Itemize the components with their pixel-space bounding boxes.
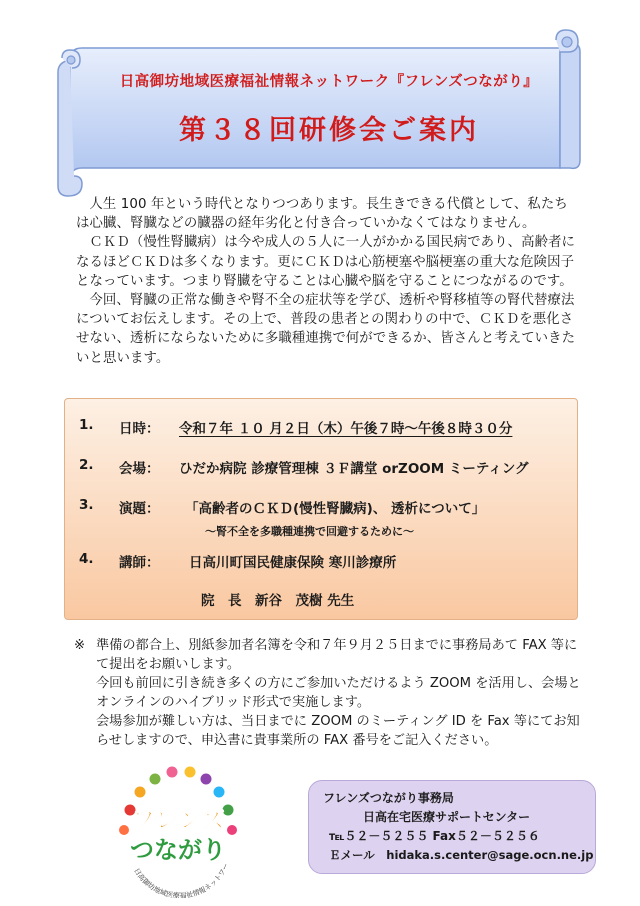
office-name: フレンズつながり事務局 bbox=[323, 791, 454, 805]
event-venue: ひだか病院 診療管理棟 ３Ｆ講堂 orZOOM ミーティング bbox=[179, 461, 529, 477]
title-banner bbox=[0, 0, 640, 200]
logo-text-line1: フレンズ bbox=[131, 806, 225, 834]
item-number: 1. bbox=[79, 417, 94, 433]
email-address: Ｅメール hidaka.s.center@sage.ocn.ne.jp bbox=[329, 848, 594, 862]
network-name: 日高御坊地域医療福祉情報ネットワーク『フレンズつながり』 bbox=[119, 74, 539, 90]
phone-fax: ℡５２－５２５５ Fax５２－５２５６ bbox=[329, 829, 540, 843]
event-topic: 「高齢者のＣＫＤ(慢性腎臓病)、 透析について」 bbox=[185, 501, 486, 517]
contact-box bbox=[308, 780, 596, 874]
lecturer-name: 院 長 新谷 茂樹 先生 bbox=[201, 593, 355, 609]
lecturer-affiliation: 日高川町国民健康保険 寒川診療所 bbox=[189, 555, 397, 571]
intro-text bbox=[76, 195, 580, 368]
page-title: 第３８回研修会ご案内 bbox=[179, 115, 479, 146]
topic-subtitle: ～腎不全を多職種連携で回避するために～ bbox=[205, 525, 414, 538]
logo-ring-textpath: 日高御坊地域医療福祉情報ネットワー bbox=[132, 861, 231, 898]
support-center-name: 日高在宅医療サポートセンター bbox=[363, 810, 531, 824]
notes-section bbox=[74, 636, 588, 750]
intro-paragraph: 人生 100 年という時代となりつつあります。長生きできる代償として、私たちは心臓、腎臓などの臓器の経年劣化と付き合っていかなくてはなりません。 bbox=[76, 197, 568, 232]
intro-paragraph: 今回、腎臓の正常な働きや腎不全の症状等を学び、透析や腎移植等の腎代替療法についてお伝えします。その上で、普段の患者との関わりの中で、ＣＫＤを悪化させない、透析にならないために多職種連携で何ができるか、皆さんと考えていきたいと思います。 bbox=[76, 293, 576, 366]
item-label: 演題： bbox=[119, 501, 160, 517]
note-paragraph: 今回も前回に引き続き多くの方にご参加いただけるよう ZOOM を活用し、会場とオンラインのハイブリッド形式で実施します。 bbox=[96, 676, 581, 710]
event-details-box bbox=[64, 398, 578, 620]
note-paragraph: 準備の都合上、別紙参加者名簿を令和７年９月２５日までに事務局あて FAX 等にて提出をお願いします。 bbox=[96, 638, 578, 672]
item-number: 4. bbox=[79, 551, 94, 567]
item-number: 2. bbox=[79, 457, 94, 473]
item-label: 講師： bbox=[119, 555, 160, 571]
item-number: 3. bbox=[79, 497, 94, 513]
logo-graphic bbox=[100, 758, 240, 898]
scroll-banner-graphic bbox=[0, 0, 640, 200]
logo-text-line2: つながり bbox=[130, 836, 226, 864]
event-datetime: 令和７年 １０ 月２日（木）午後７時～午後８時３０分 bbox=[179, 421, 513, 437]
intro-paragraph: ＣＫＤ（慢性腎臓病）は今や成人の５人に一人がかかる国民病であり、高齢者になるほどＣＫＤは多くなります。更にＣＫＤは心筋梗塞や脳梗塞の重大な危険因子となっています。つまり腎臓を守ることは心臓や脳を守ることにつながるのです。 bbox=[76, 235, 576, 289]
note-paragraph: 会場参加が難しい方は、当日までに ZOOM のミーティング ID を Fax 等にてお知らせしますので、申込書に貴事業所の FAX 番号をご記入ください。 bbox=[96, 714, 580, 748]
item-label: 会場： bbox=[119, 461, 160, 477]
item-label: 日時： bbox=[119, 421, 160, 437]
note-mark: ※ bbox=[74, 638, 86, 653]
friends-tsunagari-logo bbox=[100, 758, 240, 898]
